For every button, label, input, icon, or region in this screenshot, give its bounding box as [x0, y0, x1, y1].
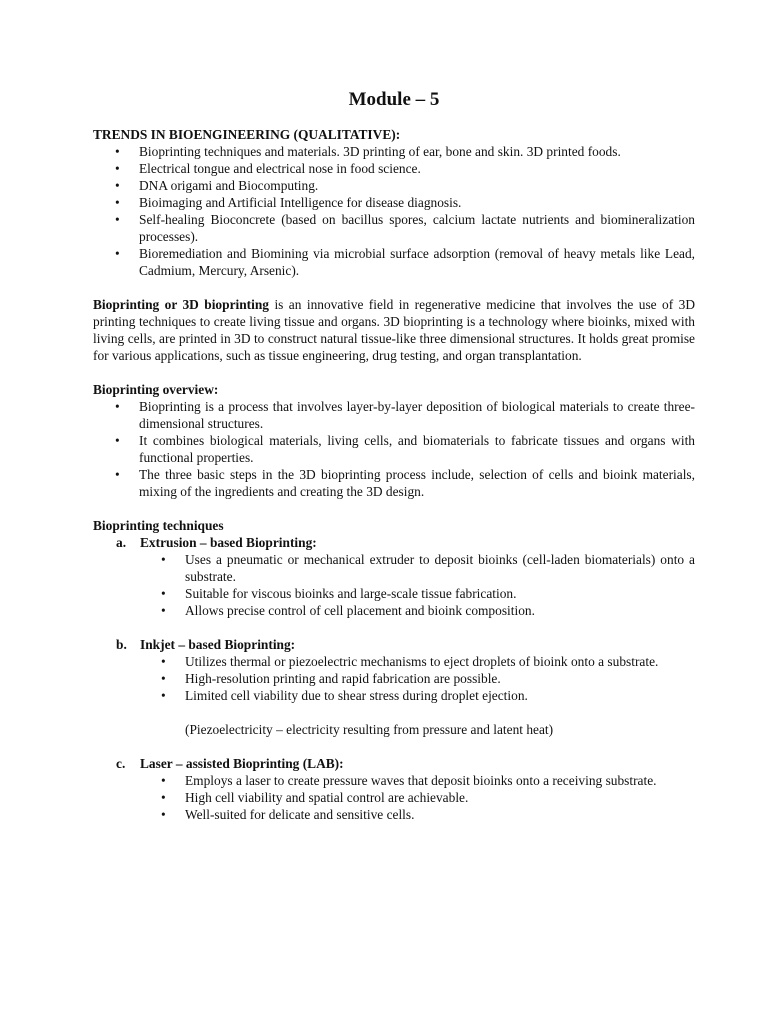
list-item: • Bioprinting techniques and materials. 3D printing of ear, bone and skin. 3D printed foods. [139, 143, 695, 160]
technique-b-letter: b. [116, 637, 127, 652]
list-item: • High cell viability and spatial control are achievable. [185, 789, 695, 806]
overview-heading: Bioprinting overview: [93, 382, 219, 397]
technique-c-letter: c. [116, 756, 126, 771]
list-item: • Utilizes thermal or piezoelectric mechanisms to eject droplets of bioink onto a substrate. [185, 653, 695, 670]
list-item: • Bioimaging and Artificial Intelligence for disease diagnosis. [139, 194, 695, 211]
technique-c-heading [93, 755, 695, 772]
page-title: Module – 5 [348, 89, 440, 110]
technique-a-letter: a. [116, 535, 127, 550]
list-item: • Bioprinting is a process that involves layer-by-layer deposition of biological materials to create three-dimensional structures. [139, 398, 695, 432]
list-item: • Limited cell viability due to shear stress during droplet ejection. [185, 687, 695, 704]
technique-b-heading [93, 636, 695, 653]
list-item: • Uses a pneumatic or mechanical extruder to deposit bioinks (cell-laden biomaterials) onto a substrate. [185, 551, 695, 585]
piezoelectricity-note: (Piezoelectricity – electricity resulting from pressure and latent heat) [185, 722, 554, 737]
intro-paragraph [93, 296, 695, 364]
list-item: • The three basic steps in the 3D bioprinting process include, selection of cells and bioink materials, mixing of the ingredients and creating the 3D design. [139, 466, 695, 500]
list-item: • DNA origami and Biocomputing. [139, 177, 695, 194]
techniques-heading: Bioprinting techniques [93, 518, 224, 533]
list-item: • It combines biological materials, living cells, and biomaterials to fabricate tissues and organs with functional properties. [139, 432, 695, 466]
trends-list [93, 143, 695, 279]
list-item: • Suitable for viscous bioinks and large-scale tissue fabrication. [185, 585, 695, 602]
technique-b-list [93, 653, 695, 704]
technique-c-title: Laser – assisted Bioprinting (LAB): [140, 756, 344, 771]
list-item: • High-resolution printing and rapid fabrication are possible. [185, 670, 695, 687]
list-item: • Electrical tongue and electrical nose in food science. [139, 160, 695, 177]
technique-a-heading [93, 534, 695, 551]
intro-text: is an innovative field in regenerative medicine that involves the use of 3D printing techniques to create living tissue and organs. 3D bioprinting is a technology where bioinks, mixed with living cells, are printed in 3D to construct natural tissue-like three dimensional structures. It holds great promise for various applications, such as tissue engineering, drug testing, and organ transplantation. [93, 297, 695, 363]
list-item: • Self-healing Bioconcrete (based on bacillus spores, calcium lactate nutrients and biomineralization processes). [139, 211, 695, 245]
list-item: • Employs a laser to create pressure waves that deposit bioinks onto a receiving substrate. [185, 772, 695, 789]
list-item: • Allows precise control of cell placement and bioink composition. [185, 602, 695, 619]
technique-c-list [93, 772, 695, 823]
trends-heading: TRENDS IN BIOENGINEERING (QUALITATIVE): [93, 127, 401, 142]
intro-bold-term: Bioprinting or 3D bioprinting [93, 297, 270, 312]
overview-list [93, 398, 695, 500]
technique-b-title: Inkjet – based Bioprinting: [140, 637, 296, 652]
list-item: • Bioremediation and Biomining via microbial surface adsorption (removal of heavy metals like Lead, Cadmium, Mercury, Arsenic). [139, 245, 695, 279]
technique-a-list [93, 551, 695, 619]
list-item: • Well-suited for delicate and sensitive cells. [185, 806, 695, 823]
technique-a-title: Extrusion – based Bioprinting: [140, 535, 317, 550]
